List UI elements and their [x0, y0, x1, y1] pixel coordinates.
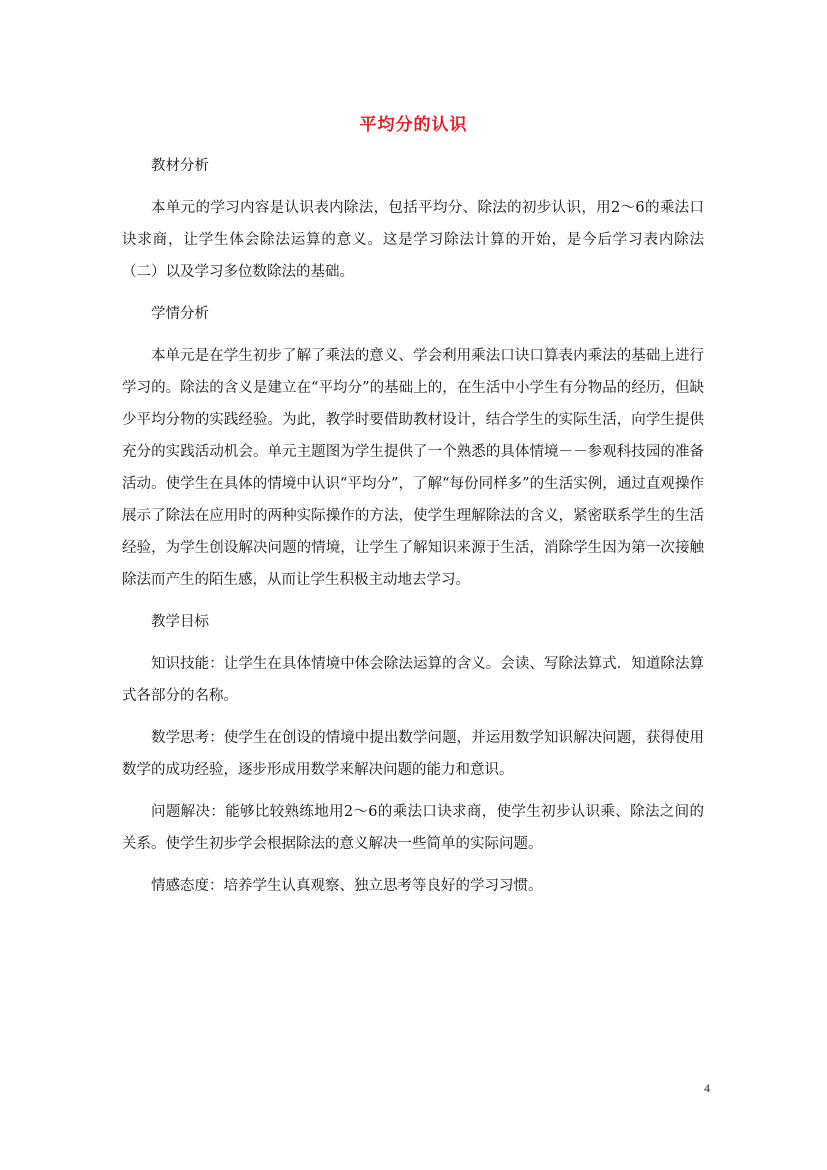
page-number: 4: [704, 1081, 710, 1095]
paragraph-math-thinking: 数学思考：使学生在创设的情境中提出数学问题，并运用数学知识解决问题，获得使用数学的成功经验，逐步形成用数学来解决问题的能力和意识。: [122, 730, 704, 778]
section-heading-student-analysis: 学情分析: [151, 306, 209, 322]
paragraph-emotional-attitude: 情感态度：培养学生认真观察、独立思考等良好的学习习惯。: [151, 878, 543, 894]
paragraph-textbook-analysis: 本单元的学习内容是认识表内除法，包括平均分、除法的初步认识，用2～6的乘法口诀求商，让学生体会除法运算的意义。这是学习除法计算的开始，是今后学习表内除法（二）以及学习多位数除法的基础。: [122, 200, 704, 280]
page-title: 平均分的认识: [359, 115, 468, 135]
paragraph-problem-solving: 问题解决：能够比较熟练地用2～6的乘法口诀求商，使学生初步认识乘、除法之间的关系。使学生初步学会根据除法的意义解决一些简单的实际问题。: [122, 804, 704, 852]
section-heading-textbook-analysis: 教材分析: [151, 158, 209, 174]
section-heading-teaching-goals: 教学目标: [151, 614, 209, 630]
paragraph-knowledge-skills: 知识技能：让学生在具体情境中体会除法运算的含义。会读、写除法算式．知道除法算式各部分的名称。: [122, 656, 704, 704]
paragraph-student-analysis: 本单元是在学生初步了解了乘法的意义、学会利用乘法口诀口算表内乘法的基础上进行学习的。除法的含义是建立在“平均分”的基础上的，在生活中小学生有分物品的经历，但缺少平均分物的实践经验。为此，教学时要借助教材设计，结合学生的实际生活，向学生提供充分的实践活动机会。单元主题图为学生提供了一个熟悉的具体情境－－参观科技园的准备活动。使学生在具体的情境中认识“平均分”，了解“每份同样多”的生活实例，通过直观操作展示了除法在应用时的两种实际操作的方法，使学生理解除法的含义，紧密联系学生的生活经验，为学生创设解决问题的情境，让学生了解知识来源于生活，消除学生因为第一次接触除法而产生的陌生感，从而让学生积极主动地去学习。: [122, 348, 704, 588]
document-body: [122, 150, 704, 902]
